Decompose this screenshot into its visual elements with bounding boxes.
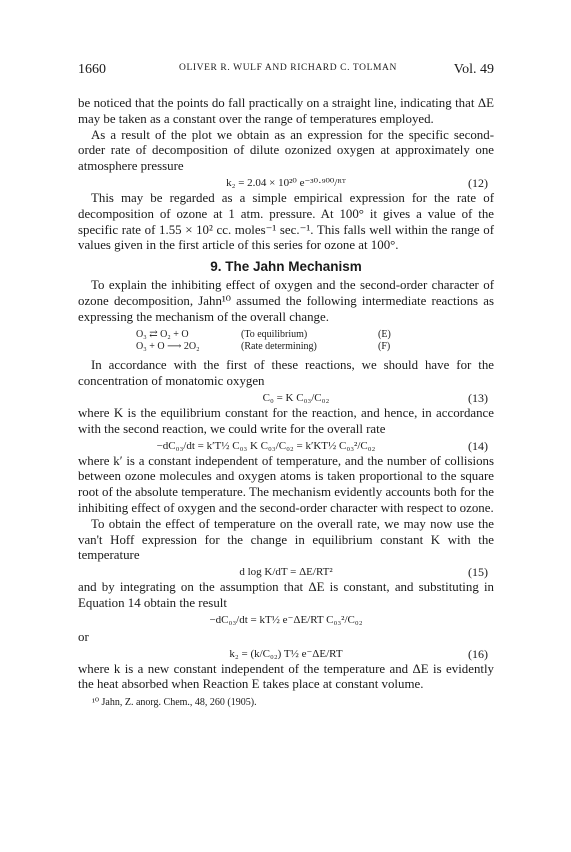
footnote-10: ¹⁰ Jahn, Z. anorg. Chem., 48, 260 (1905). (92, 697, 257, 709)
reaction-f (78, 341, 494, 352)
paragraph-8: To obtain the effect of temperature on the overall rate, we may now use the van't Hoff expression for the change in equilibrium constant K with the temperature (78, 516, 494, 563)
paragraph-7: where k′ is a constant independent of temperature, and the number of collisions between ozone molecules and oxygen atoms is taken proportional to the square root of the absolute temperature. The mechanism evidently accounts both for the inhibiting effect of oxygen and the second-order character with respect to ozone. (78, 453, 494, 515)
paragraph-1: be noticed that the points do fall practically on a straight line, indicating that ΔE may be taken as a constant over the range of temperatures employed. (78, 96, 494, 126)
equation-12 (78, 175, 494, 191)
paragraph-6: where K is the equilibrium constant for the reaction, and hence, in accordance with the second reaction, we could write for the overall rate (78, 405, 494, 436)
paragraph-9: and by integrating on the assumption that ΔE is constant, and substituting in Equation 14 obtain the result (78, 580, 494, 610)
reaction-f-comment: (Rate determining) (241, 341, 317, 353)
equation-13-formula: C₀ = K C₀₃/C₀₂ (262, 391, 330, 404)
reaction-e-label: (E) (378, 329, 391, 341)
section-heading: 9. The Jahn Mechanism (210, 259, 362, 275)
equation-14 (78, 438, 494, 454)
equation-16-number: (16) (468, 646, 488, 661)
or-text: or (78, 629, 89, 644)
paragraph-10: where k is a new constant independent of the temperature and ΔE is evidently the heat absorbed when Reaction E takes place at constant volume. (78, 661, 494, 692)
equation-12-formula: k₂ = 2.04 × 10²⁰ e⁻³⁰·⁹⁰⁰/ᴿᵀ (226, 176, 346, 189)
volume-label: Vol. 49 (453, 62, 494, 77)
equation-15-formula: d log K/dT = ΔE/RT² (239, 566, 333, 579)
equation-13 (78, 390, 494, 406)
paragraph-2: As a result of the plot we obtain as an expression for the specific second-order rate of decomposition of dilute ozonized oxygen at approximately one atmosphere pressure (78, 127, 494, 174)
equation-15 (78, 564, 494, 580)
running-head-authors: OLIVER R. WULF AND RICHARD C. TOLMAN (179, 63, 397, 73)
equation-14-formula: −dC₀₃/dt = k′T½ C₀₃ K C₀₃/C₀₂ = k′KT½ C₀₃²/C₀₂ (156, 439, 376, 452)
reaction-e-comment: (To equilibrium) (241, 329, 308, 341)
equation-16-formula: k₂ = (k/C₀₂) T½ e⁻ΔE/RT (229, 647, 343, 660)
reaction-e (78, 329, 494, 340)
reaction-scheme (78, 326, 494, 354)
reaction-f-equation: O₃ + O ⟶ 2O₂ (136, 341, 200, 353)
equation-15-number: (15) (468, 565, 488, 580)
equation-unnumbered-formula: −dC₀₃/dt = kT½ e⁻ΔE/RT C₀₃²/C₀₂ (209, 613, 363, 626)
equation-13-number: (13) (468, 390, 488, 405)
equation-unnumbered (78, 612, 494, 628)
reaction-e-equation: O₃ ⇄ O₂ + O (136, 329, 189, 341)
page-number: 1660 (78, 62, 106, 77)
equation-16 (78, 646, 494, 662)
paragraph-4: To explain the inhibiting effect of oxygen and the second-order character of ozone decomposition, Jahn¹⁰ assumed the following intermediate reactions as expressing the mechanism of the overall change. (78, 277, 494, 324)
paragraph-3: This may be regarded as a simple empirical expression for the rate of decomposition of ozone at 1 atm. pressure. At 100° it gives a value of the specific rate of 1.55 × 10² cc. moles⁻¹ sec.⁻¹. This falls well within the range of values given in the first article of this series for ozone at 100°. (78, 190, 494, 253)
equation-12-number: (12) (468, 175, 488, 190)
body-text (78, 96, 494, 709)
equation-14-number: (14) (468, 438, 488, 453)
reaction-f-label: (F) (378, 341, 391, 353)
paragraph-5: In accordance with the first of these reactions, we should have for the concentration of monatomic oxygen (78, 358, 494, 389)
